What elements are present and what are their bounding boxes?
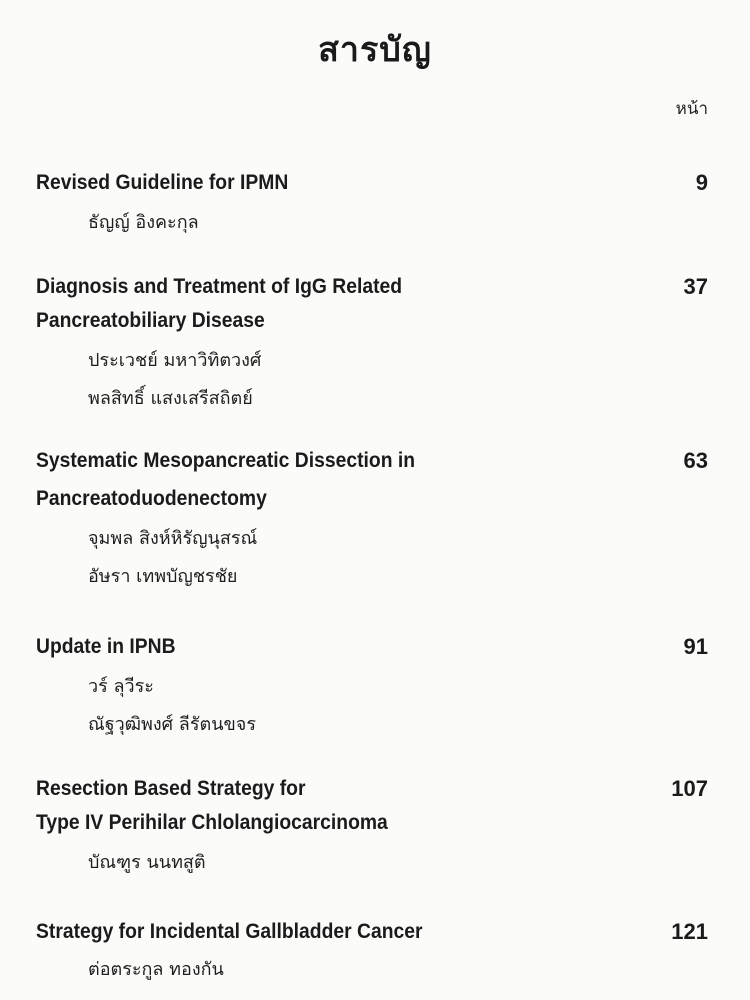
- entry-title-line: Pancreatobiliary Disease: [36, 309, 265, 332]
- page-title: สารบัญ: [318, 30, 432, 70]
- toc-entry[interactable]: [36, 630, 716, 744]
- toc-entry[interactable]: [36, 166, 716, 242]
- entry-author: ประเวชย์ มหาวิทิตวงศ์: [88, 350, 262, 371]
- entry-title-line: Strategy for Incidental Gallbladder Cancer: [36, 920, 423, 943]
- toc-entry[interactable]: [36, 772, 716, 882]
- entry-title-line: Diagnosis and Treatment of IgG Related: [36, 275, 403, 298]
- entry-author: จุมพล สิงห์หิรัญนุสรณ์: [88, 528, 258, 549]
- entry-author: วร์ ลุวีระ: [88, 676, 154, 697]
- entry-authors: [36, 844, 716, 882]
- entry-author: ต่อตระกูล ทองกัน: [88, 959, 224, 980]
- entry-title-line: Resection Based Strategy for: [36, 777, 306, 800]
- page-column-label: หน้า: [675, 99, 708, 119]
- entry-title-line: Revised Guideline for IPMN: [36, 171, 289, 194]
- toc-entry[interactable]: [36, 444, 716, 596]
- toc-entry[interactable]: [36, 270, 716, 418]
- entry-author: อัษรา เทพบัญชรชัย: [88, 566, 238, 587]
- toc-entry[interactable]: [36, 915, 716, 989]
- entry-authors: [36, 951, 716, 989]
- entry-author: พลสิทธิ์ แสงเสรีสถิตย์: [88, 388, 253, 409]
- entry-author: ธัญญ์ อิงคะกุล: [88, 212, 199, 233]
- entry-title-line: Systematic Mesopancreatic Dissection in: [36, 449, 416, 472]
- entry-page-number: 121: [671, 919, 708, 944]
- entry-title-line: Pancreatoduodenectomy: [36, 487, 267, 510]
- entry-authors: [36, 342, 716, 418]
- entry-author: บัณฑูร นนทสูติ: [88, 852, 206, 873]
- entry-page-number: 37: [683, 274, 708, 299]
- entry-page-number: 107: [671, 776, 708, 801]
- entry-page-number: 9: [695, 170, 708, 195]
- entry-page-number: 63: [683, 448, 708, 473]
- entry-page-number: 91: [683, 634, 708, 659]
- entry-title-line: Update in IPNB: [36, 635, 176, 658]
- entry-authors: [36, 668, 716, 744]
- entry-authors: [36, 520, 716, 596]
- entry-author: ณัฐวุฒิพงศ์ ลีรัตนขจร: [88, 714, 257, 735]
- entry-title-line: Type IV Perihilar Chlolangiocarcinoma: [36, 811, 388, 834]
- entry-authors: [36, 204, 716, 242]
